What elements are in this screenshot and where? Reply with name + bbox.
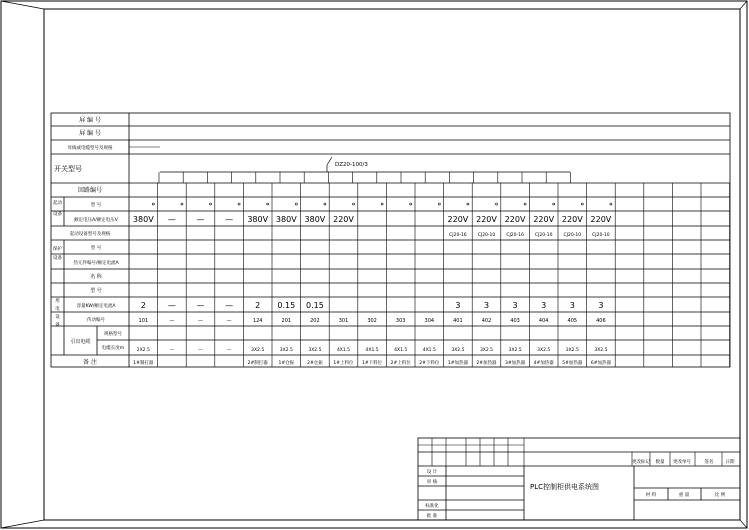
out-cable-label: 引出电缆 bbox=[70, 339, 91, 345]
scale-label: 比 例 bbox=[714, 493, 726, 498]
cell-no: — bbox=[198, 318, 203, 324]
start-device-spec-label: 起动设备型号及规格 bbox=[69, 232, 111, 237]
cell-no: 302 bbox=[367, 318, 377, 324]
cell-no: 405 bbox=[567, 318, 578, 324]
remark-label: 备 注 bbox=[83, 359, 97, 366]
check-label: 审 核 bbox=[426, 480, 438, 485]
cell-voltage: — bbox=[196, 215, 205, 224]
start-rating-label: 额定电压A/额定电压V bbox=[74, 218, 118, 223]
cell-no: 403 bbox=[510, 318, 520, 324]
cell-voltage: 220V bbox=[476, 215, 497, 224]
switch-marker bbox=[238, 203, 240, 205]
cell-remark: 1#仓振 bbox=[278, 361, 295, 366]
cell-cable: 4X1.5 bbox=[336, 348, 351, 353]
date-label: 日期 bbox=[725, 460, 735, 465]
switch-marker bbox=[295, 203, 297, 205]
cell-no: 304 bbox=[424, 318, 435, 324]
cell-voltage: 220V bbox=[333, 215, 354, 224]
cell-cable: 3X2.5 bbox=[479, 348, 494, 353]
transmission-no-label: 传动编号 bbox=[87, 318, 105, 323]
protect-group-label-1: 保护 bbox=[53, 247, 62, 252]
screen-no-label: 屏 编 号 bbox=[79, 117, 101, 124]
cell-start-device: CJ20-10 bbox=[592, 233, 610, 238]
cell-capacity: 3 bbox=[455, 301, 461, 310]
column-values bbox=[133, 215, 612, 366]
cell-remark: 1#上料位 bbox=[333, 361, 354, 366]
switch-model-label: 开关型号 bbox=[54, 165, 82, 173]
protect-model-label: 型 号 bbox=[90, 246, 102, 251]
cell-voltage: 380V bbox=[304, 215, 326, 224]
protect-rating-label: 热元件编号/额定电流A bbox=[73, 261, 119, 266]
switch-model-value: DZ20-100/3 bbox=[335, 162, 368, 168]
corner-line bbox=[1, 1, 44, 9]
cell-capacity: — bbox=[167, 301, 176, 310]
cell-voltage: 220V bbox=[533, 215, 555, 224]
cell-cable: — bbox=[198, 348, 203, 353]
cell-remark: 1#制打器 bbox=[133, 361, 154, 366]
circuit-no-label: 回路编号 bbox=[77, 187, 103, 194]
cell-capacity: 3 bbox=[483, 301, 490, 310]
capacity-label: 容量KW/额定电流A bbox=[76, 304, 116, 309]
change-doc-label: 更改单号 bbox=[673, 460, 691, 465]
screen-no-label-2: 屏 编 号 bbox=[79, 130, 101, 137]
name-label: 名 称 bbox=[90, 274, 102, 280]
cell-no: 401 bbox=[453, 318, 463, 324]
busbar-label: 母线或电缆型号及规格 bbox=[67, 146, 113, 151]
cell-start-device: CJ20-10 bbox=[534, 233, 553, 238]
cell-cable: 3X2.5 bbox=[594, 348, 608, 353]
cell-no: 406 bbox=[596, 318, 606, 324]
cell-no: 201 bbox=[281, 318, 292, 324]
approve-label: 批 准 bbox=[426, 514, 438, 519]
cell-cable: 3X2.5 bbox=[508, 348, 522, 353]
cell-cable: 2X2.5 bbox=[136, 348, 150, 353]
switch-marker bbox=[181, 203, 183, 205]
cell-remark: 4#加热器 bbox=[533, 361, 554, 366]
switch-marker bbox=[610, 203, 612, 205]
cell-cable: 3X2.5 bbox=[565, 348, 579, 353]
mark-no-label: 更改标记 bbox=[632, 460, 650, 465]
use-model-label: 型 号 bbox=[90, 288, 102, 294]
cell-voltage: — bbox=[167, 215, 176, 224]
count-label: 数量 bbox=[655, 460, 665, 465]
cell-capacity: 3 bbox=[569, 301, 575, 310]
cell-remark: 2#下料位 bbox=[419, 361, 440, 366]
cell-no: 202 bbox=[310, 318, 320, 324]
switch-marker bbox=[324, 203, 326, 205]
switch-marker bbox=[467, 203, 469, 205]
cell-no: — bbox=[169, 318, 175, 324]
cell-capacity: 2 bbox=[255, 301, 261, 310]
distribution-table bbox=[51, 113, 730, 367]
switch-marker bbox=[524, 203, 526, 205]
cell-voltage: 220V bbox=[561, 215, 583, 224]
cell-no: 101 bbox=[138, 318, 149, 324]
weight-label: 重 量 bbox=[678, 493, 690, 498]
start-model-label: 型 号 bbox=[90, 203, 102, 208]
cell-capacity: 0.15 bbox=[305, 301, 324, 310]
corner-line bbox=[740, 1, 747, 9]
cell-voltage: 220V bbox=[504, 215, 526, 224]
switch-marker bbox=[353, 203, 355, 205]
switch-marker bbox=[496, 203, 498, 205]
cell-cable: — bbox=[226, 348, 232, 353]
inner-border bbox=[44, 9, 740, 520]
cell-cable: — bbox=[169, 348, 175, 353]
start-group-label-1: 起动 bbox=[53, 201, 62, 206]
cell-capacity: 3 bbox=[512, 301, 518, 310]
column-grid bbox=[158, 183, 730, 367]
equipment-group-2: 电 bbox=[55, 307, 60, 312]
cell-voltage: 220V bbox=[590, 215, 612, 224]
cell-cable: 3X2.5 bbox=[451, 348, 465, 353]
cell-start-device: CJ20-10 bbox=[563, 233, 582, 238]
cell-cable: 3X2.5 bbox=[308, 348, 322, 353]
cell-start-device: CJ20-10 bbox=[477, 233, 496, 238]
switch-marker bbox=[581, 203, 583, 205]
cell-remark: 1#下料位 bbox=[362, 361, 383, 366]
cell-voltage: 380V bbox=[247, 215, 269, 224]
cell-no: 303 bbox=[395, 318, 406, 324]
material-label: 材 料 bbox=[645, 493, 657, 498]
equipment-group-3: 设 bbox=[55, 315, 60, 320]
cell-remark: 6#加热器 bbox=[590, 361, 611, 366]
start-group-label-2: 设备 bbox=[53, 212, 62, 217]
cell-remark: 5#加热器 bbox=[562, 361, 583, 366]
cell-remark: 3#加热器 bbox=[505, 361, 526, 366]
equipment-group-1: 用 bbox=[55, 299, 60, 304]
corner-line bbox=[740, 520, 747, 528]
drawing-title: PLC控制柜供电系统图 bbox=[530, 483, 600, 491]
switch-marker bbox=[438, 203, 440, 205]
cell-capacity: — bbox=[196, 301, 205, 310]
cell-no: — bbox=[226, 318, 232, 324]
protect-group-label-2: 设备 bbox=[53, 256, 62, 261]
cell-remark: 1#加热器 bbox=[447, 361, 468, 366]
switch-marker bbox=[210, 203, 212, 205]
standard-label: 标准化 bbox=[425, 504, 439, 509]
cell-start-device: CJ20-16 bbox=[506, 233, 524, 238]
cell-no: 404 bbox=[538, 318, 549, 324]
switch-marker bbox=[553, 203, 555, 205]
cell-cable: 3X2.5 bbox=[251, 348, 265, 353]
cell-capacity: 0.15 bbox=[277, 301, 296, 310]
cell-cable: 4X1.5 bbox=[365, 348, 379, 353]
cell-capacity: 2 bbox=[140, 301, 146, 310]
corner-line bbox=[1, 520, 44, 528]
cell-voltage: — bbox=[225, 215, 234, 224]
cell-remark: 2#制打器 bbox=[247, 361, 268, 366]
cell-capacity: 3 bbox=[598, 301, 604, 310]
cell-capacity: — bbox=[225, 301, 234, 310]
cell-cable: 4X1.5 bbox=[394, 348, 408, 353]
cell-cable: 3X2.5 bbox=[279, 348, 293, 353]
sign-label: 签名 bbox=[704, 460, 714, 465]
switch-marker bbox=[152, 203, 154, 205]
cell-voltage: 380V bbox=[132, 215, 154, 224]
cell-no: 301 bbox=[338, 318, 349, 324]
cell-remark: 2#上料位 bbox=[390, 361, 411, 366]
cell-no: 402 bbox=[481, 318, 492, 324]
cell-cable: 4X1.5 bbox=[422, 348, 436, 353]
equipment-group-4: 备 bbox=[55, 323, 60, 328]
switch-marker bbox=[410, 203, 412, 205]
cell-remark: 2#仓振 bbox=[307, 361, 323, 366]
cell-cable: 3X2.5 bbox=[537, 348, 551, 353]
cell-no: 124 bbox=[252, 318, 263, 324]
cell-voltage: 380V bbox=[275, 215, 297, 224]
switch-marker bbox=[381, 203, 383, 205]
cell-capacity: 3 bbox=[541, 301, 547, 310]
switch-marker bbox=[267, 203, 269, 205]
cell-start-device: CJ20-16 bbox=[449, 233, 467, 238]
cell-voltage: 220V bbox=[447, 215, 469, 224]
branch-ticks bbox=[152, 172, 612, 205]
design-label: 设 计 bbox=[426, 470, 438, 475]
cell-remark: 2#加热器 bbox=[476, 361, 497, 366]
cable-spec-label: 规格型号 bbox=[104, 332, 122, 337]
cable-length-label: 电缆长度m bbox=[101, 346, 125, 351]
